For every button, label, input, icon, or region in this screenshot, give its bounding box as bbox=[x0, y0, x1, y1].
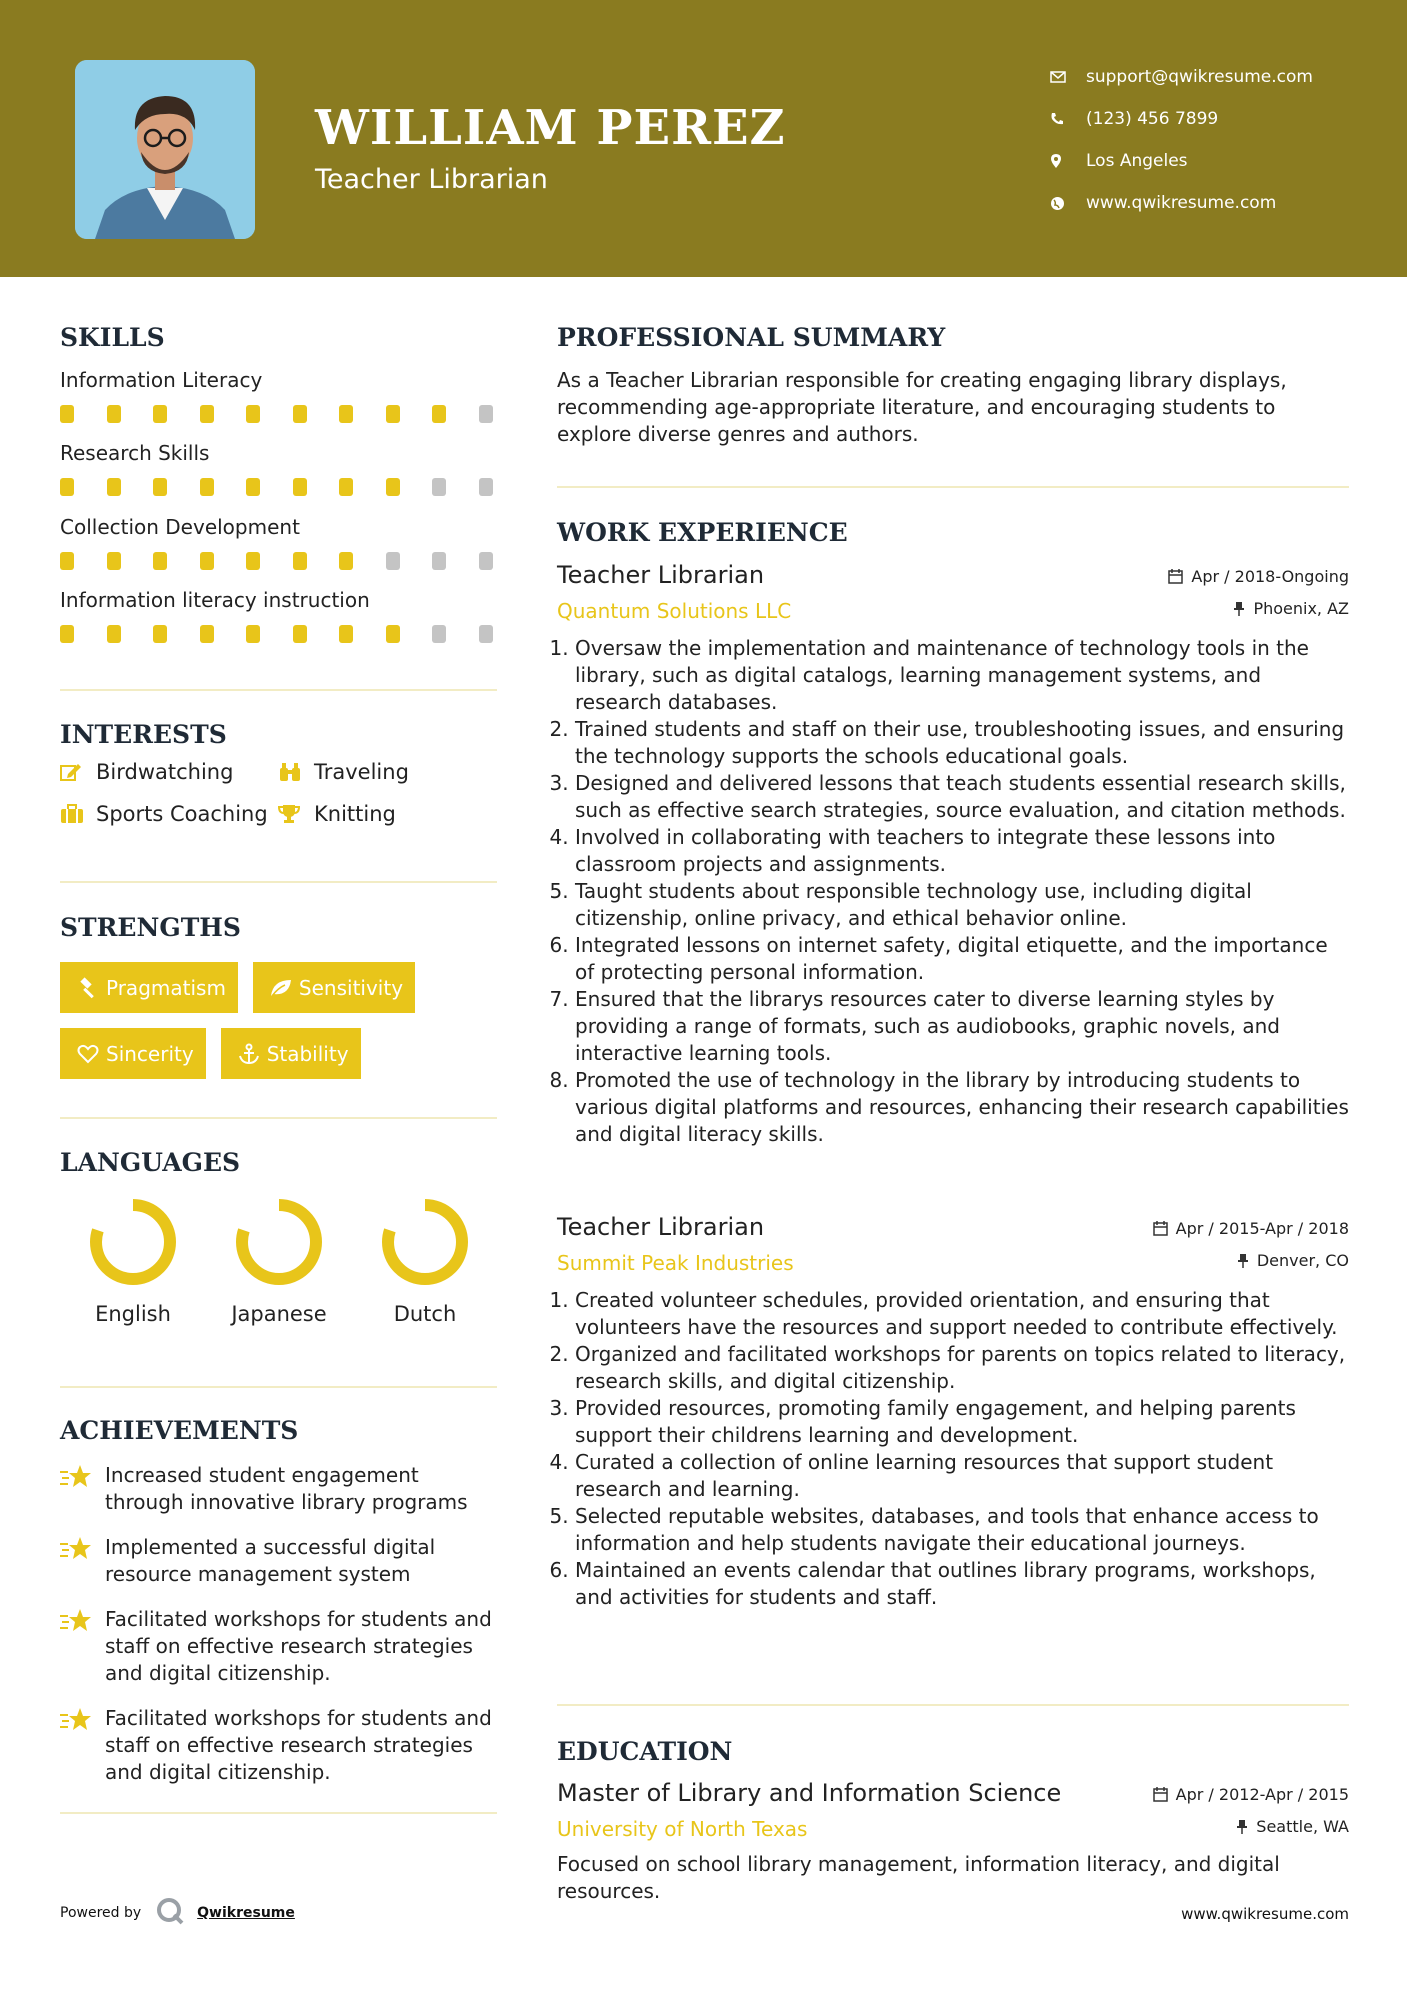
star-icon bbox=[60, 1462, 105, 1516]
skill-name: Information literacy instruction bbox=[60, 588, 370, 612]
job-company: Quantum Solutions LLC bbox=[557, 599, 792, 623]
rating-dot-filled bbox=[200, 552, 214, 570]
strength-label: Stability bbox=[266, 1041, 349, 1066]
star-icon bbox=[60, 1705, 105, 1786]
achievement-item bbox=[60, 1606, 500, 1687]
interest-label: Birdwatching bbox=[96, 760, 234, 784]
strength-badge bbox=[60, 962, 238, 1013]
candidate-name: WILLIAM PEREZ bbox=[315, 100, 786, 156]
rating-dot-filled bbox=[339, 625, 353, 643]
rating-dot-filled bbox=[246, 405, 260, 423]
language-name: Japanese bbox=[231, 1302, 327, 1326]
rating-dot-filled bbox=[107, 625, 121, 643]
interest-item bbox=[278, 760, 478, 784]
job-duty: 3. Provided resources, promoting family engagement, and helping parents support their childrens learning and development. bbox=[575, 1395, 1349, 1449]
job-duty: 2. Organized and facilitated workshops for parents on topics related to literacy, research skills, and digital citizenship. bbox=[575, 1341, 1349, 1395]
achievement-item bbox=[60, 1534, 500, 1588]
candidate-title: Teacher Librarian bbox=[315, 164, 548, 195]
strength-badge bbox=[60, 1028, 206, 1079]
contact-phone[interactable] bbox=[1050, 98, 1313, 140]
skill-rating bbox=[60, 552, 525, 570]
calendar-icon bbox=[1168, 569, 1183, 584]
skill-name: Collection Development bbox=[60, 515, 300, 539]
interest-item bbox=[60, 802, 278, 826]
work-heading: WORK EXPERIENCE bbox=[557, 518, 848, 547]
language-ring bbox=[233, 1196, 325, 1288]
trophy-icon bbox=[278, 804, 314, 824]
languages-heading: LANGUAGES bbox=[60, 1148, 241, 1177]
rating-dot-filled bbox=[386, 405, 400, 423]
contact-website[interactable] bbox=[1050, 182, 1313, 224]
rating-dot-filled bbox=[386, 625, 400, 643]
rating-dot-empty bbox=[432, 478, 446, 496]
interests-list bbox=[60, 760, 500, 826]
calendar-icon bbox=[1153, 1221, 1168, 1236]
rating-dot-empty bbox=[479, 625, 493, 643]
job-entry bbox=[557, 561, 1349, 1148]
rating-dot-filled bbox=[153, 405, 167, 423]
language-name: English bbox=[95, 1302, 171, 1326]
heart-icon bbox=[70, 1044, 106, 1064]
job-company: Summit Peak Industries bbox=[557, 1251, 794, 1275]
rating-dot-filled bbox=[339, 552, 353, 570]
achievement-text: Implemented a successful digital resource management system bbox=[105, 1535, 436, 1586]
rating-dot-filled bbox=[60, 405, 74, 423]
job-role: Teacher Librarian bbox=[557, 1213, 765, 1241]
job-date bbox=[1153, 1219, 1349, 1238]
skills-heading: SKILLS bbox=[60, 323, 165, 352]
skill-name: Information Literacy bbox=[60, 368, 263, 392]
interest-item bbox=[278, 802, 478, 826]
summary-text: As a Teacher Librarian responsible for creating engaging library displays, recommending age-appropriate literature, and encouraging students to explore diverse genres and authors. bbox=[557, 368, 1287, 446]
interest-item bbox=[60, 760, 278, 784]
achievements-heading: ACHIEVEMENTS bbox=[60, 1416, 299, 1445]
skill-rating bbox=[60, 625, 525, 643]
profile-photo bbox=[75, 60, 255, 239]
rating-dot-filled bbox=[107, 478, 121, 496]
job-entry bbox=[557, 1213, 1349, 1611]
footer-website[interactable]: www.qwikresume.com bbox=[1181, 1905, 1349, 1923]
education-date-text: Apr / 2012-Apr / 2015 bbox=[1175, 1785, 1349, 1804]
education-description: Focused on school library management, information literacy, and digital resources. bbox=[557, 1852, 1280, 1903]
achievement-item bbox=[60, 1705, 500, 1786]
education-school: University of North Texas bbox=[557, 1817, 808, 1841]
interest-label: Sports Coaching bbox=[96, 802, 268, 826]
job-location-text: Denver, CO bbox=[1256, 1251, 1349, 1270]
education-location-text: Seattle, WA bbox=[1256, 1817, 1349, 1836]
pushpin-icon bbox=[1236, 1819, 1248, 1834]
rating-dot-empty bbox=[432, 552, 446, 570]
binoculars-icon bbox=[278, 762, 314, 782]
rating-dot-filled bbox=[339, 478, 353, 496]
job-date bbox=[1168, 567, 1349, 586]
strength-label: Sensitivity bbox=[298, 975, 404, 1000]
job-duty: 3. Designed and delivered lessons that teach students essential research skills, such as effective search strategies, source evaluation, and citation methods. bbox=[575, 770, 1349, 824]
section-divider bbox=[60, 1386, 497, 1388]
section-divider bbox=[60, 1812, 497, 1814]
contact-website-text: www.qwikresume.com bbox=[1086, 193, 1277, 213]
skill-name: Research Skills bbox=[60, 441, 210, 465]
language-name: Dutch bbox=[393, 1302, 457, 1326]
job-duty: 6. Integrated lessons on internet safety, digital etiquette, and the importance of protecting personal information. bbox=[575, 932, 1349, 986]
contact-location bbox=[1050, 140, 1313, 182]
rating-dot-empty bbox=[479, 478, 493, 496]
header-banner bbox=[0, 0, 1407, 277]
rating-dot-filled bbox=[60, 625, 74, 643]
rating-dot-filled bbox=[246, 552, 260, 570]
interest-label: Knitting bbox=[314, 802, 396, 826]
contact-list bbox=[1050, 56, 1313, 224]
job-duties bbox=[557, 1287, 1349, 1611]
phone-icon bbox=[1050, 112, 1086, 126]
language-ring bbox=[379, 1196, 471, 1288]
job-date-text: Apr / 2015-Apr / 2018 bbox=[1175, 1219, 1349, 1238]
strength-label: Sincerity bbox=[106, 1041, 194, 1066]
rating-dot-filled bbox=[293, 552, 307, 570]
strengths-list bbox=[60, 962, 510, 1094]
qwikresume-logo-icon bbox=[155, 1896, 185, 1930]
interest-label: Traveling bbox=[314, 760, 409, 784]
rating-dot-filled bbox=[153, 552, 167, 570]
anchor-icon bbox=[231, 1043, 267, 1065]
languages-list bbox=[60, 1196, 498, 1326]
rating-dot-filled bbox=[60, 478, 74, 496]
pushpin-icon bbox=[1237, 1253, 1249, 1268]
education-degree: Master of Library and Information Science bbox=[557, 1779, 1062, 1807]
section-divider bbox=[60, 1117, 497, 1119]
job-date-text: Apr / 2018-Ongoing bbox=[1191, 567, 1349, 586]
achievement-item bbox=[60, 1462, 500, 1516]
star-icon bbox=[60, 1534, 105, 1588]
job-duty: 7. Ensured that the librarys resources cater to diverse learning styles by providing a range of formats, such as audiobooks, graphic novels, and interactive learning tools. bbox=[575, 986, 1349, 1067]
interests-heading: INTERESTS bbox=[60, 720, 227, 749]
envelope-icon bbox=[1050, 71, 1086, 83]
leaf-icon bbox=[263, 978, 299, 998]
section-divider bbox=[60, 689, 497, 691]
rating-dot-filled bbox=[153, 625, 167, 643]
rating-dot-empty bbox=[432, 625, 446, 643]
education-location bbox=[1236, 1817, 1349, 1836]
job-location bbox=[1237, 1251, 1349, 1270]
achievement-text: Facilitated workshops for students and staff on effective research strategies and digital citizenship. bbox=[105, 1607, 492, 1685]
rating-dot-filled bbox=[153, 478, 167, 496]
section-divider bbox=[557, 1704, 1349, 1706]
rating-dot-empty bbox=[479, 405, 493, 423]
section-divider bbox=[60, 881, 497, 883]
job-role: Teacher Librarian bbox=[557, 561, 765, 589]
rating-dot-filled bbox=[386, 478, 400, 496]
job-location-text: Phoenix, AZ bbox=[1253, 599, 1349, 618]
job-duty: 1. Oversaw the implementation and maintenance of technology tools in the library, such as digital catalogs, learning management systems, and research databases. bbox=[575, 635, 1349, 716]
job-duty: 1. Created volunteer schedules, provided orientation, and ensuring that volunteers have the resources and support needed to contribute effectively. bbox=[575, 1287, 1349, 1341]
section-divider bbox=[557, 486, 1349, 488]
briefcase-icon bbox=[60, 804, 96, 824]
contact-location-text: Los Angeles bbox=[1086, 151, 1188, 171]
person-portrait-icon bbox=[75, 60, 255, 239]
skill-rating bbox=[60, 405, 525, 423]
achievement-text: Facilitated workshops for students and staff on effective research strategies and digital citizenship. bbox=[105, 1706, 492, 1784]
rating-dot-filled bbox=[246, 625, 260, 643]
pencil-square-icon bbox=[60, 762, 96, 782]
job-duty: 5. Selected reputable websites, databases, and tools that enhance access to information and help students navigate their educational journeys. bbox=[575, 1503, 1349, 1557]
rating-dot-filled bbox=[200, 625, 214, 643]
language-item bbox=[60, 1196, 206, 1326]
education-heading: EDUCATION bbox=[557, 1737, 733, 1766]
achievement-text: Increased student engagement through innovative library programs bbox=[105, 1463, 468, 1514]
language-ring bbox=[87, 1196, 179, 1288]
contact-email[interactable] bbox=[1050, 56, 1313, 98]
job-duty: 2. Trained students and staff on their use, troubleshooting issues, and ensuring the technology supports the schools educational goals. bbox=[575, 716, 1349, 770]
job-duty: 4. Involved in collaborating with teachers to integrate these lessons into classroom projects and assignments. bbox=[575, 824, 1349, 878]
job-duty: 6. Maintained an events calendar that outlines library programs, workshops, and activities for students and staff. bbox=[575, 1557, 1349, 1611]
location-pin-icon bbox=[1050, 153, 1086, 169]
skill-rating bbox=[60, 478, 525, 496]
job-location bbox=[1233, 599, 1349, 618]
strength-label: Pragmatism bbox=[106, 975, 226, 1000]
qwikresume-link[interactable]: Qwikresume bbox=[197, 1905, 295, 1921]
contact-email-text: support@qwikresume.com bbox=[1086, 67, 1313, 87]
globe-icon bbox=[1050, 196, 1086, 211]
job-duties bbox=[557, 635, 1349, 1148]
contact-phone-text: (123) 456 7899 bbox=[1086, 109, 1219, 129]
rating-dot-filled bbox=[339, 405, 353, 423]
rating-dot-filled bbox=[107, 552, 121, 570]
rating-dot-empty bbox=[479, 552, 493, 570]
education-entry bbox=[557, 1779, 1349, 1905]
rating-dot-filled bbox=[432, 405, 446, 423]
calendar-icon bbox=[1153, 1787, 1168, 1802]
strengths-heading: STRENGTHS bbox=[60, 913, 241, 942]
rating-dot-filled bbox=[200, 478, 214, 496]
pushpin-icon bbox=[1233, 601, 1245, 616]
star-icon bbox=[60, 1606, 105, 1687]
powered-by-label: Powered by bbox=[60, 1905, 142, 1921]
rating-dot-filled bbox=[293, 405, 307, 423]
rating-dot-filled bbox=[60, 552, 74, 570]
rating-dot-filled bbox=[246, 478, 260, 496]
gavel-icon bbox=[70, 977, 106, 999]
summary-heading: PROFESSIONAL SUMMARY bbox=[557, 323, 946, 352]
rating-dot-filled bbox=[200, 405, 214, 423]
strength-badge bbox=[221, 1028, 361, 1079]
language-item bbox=[352, 1196, 498, 1326]
job-duty: 5. Taught students about responsible technology use, including digital citizenship, online privacy, and ethical behavior online. bbox=[575, 878, 1349, 932]
job-duty: 4. Curated a collection of online learning resources that support student research and learning. bbox=[575, 1449, 1349, 1503]
strength-badge bbox=[253, 962, 415, 1013]
rating-dot-filled bbox=[293, 478, 307, 496]
job-duty: 8. Promoted the use of technology in the library by introducing students to various digital platforms and resources, enhancing their research capabilities and digital literacy skills. bbox=[575, 1067, 1349, 1148]
education-date bbox=[1153, 1785, 1349, 1804]
rating-dot-empty bbox=[386, 552, 400, 570]
achievements-list bbox=[60, 1462, 500, 1804]
rating-dot-filled bbox=[107, 405, 121, 423]
language-item bbox=[206, 1196, 352, 1326]
rating-dot-filled bbox=[293, 625, 307, 643]
powered-by bbox=[60, 1896, 295, 1930]
